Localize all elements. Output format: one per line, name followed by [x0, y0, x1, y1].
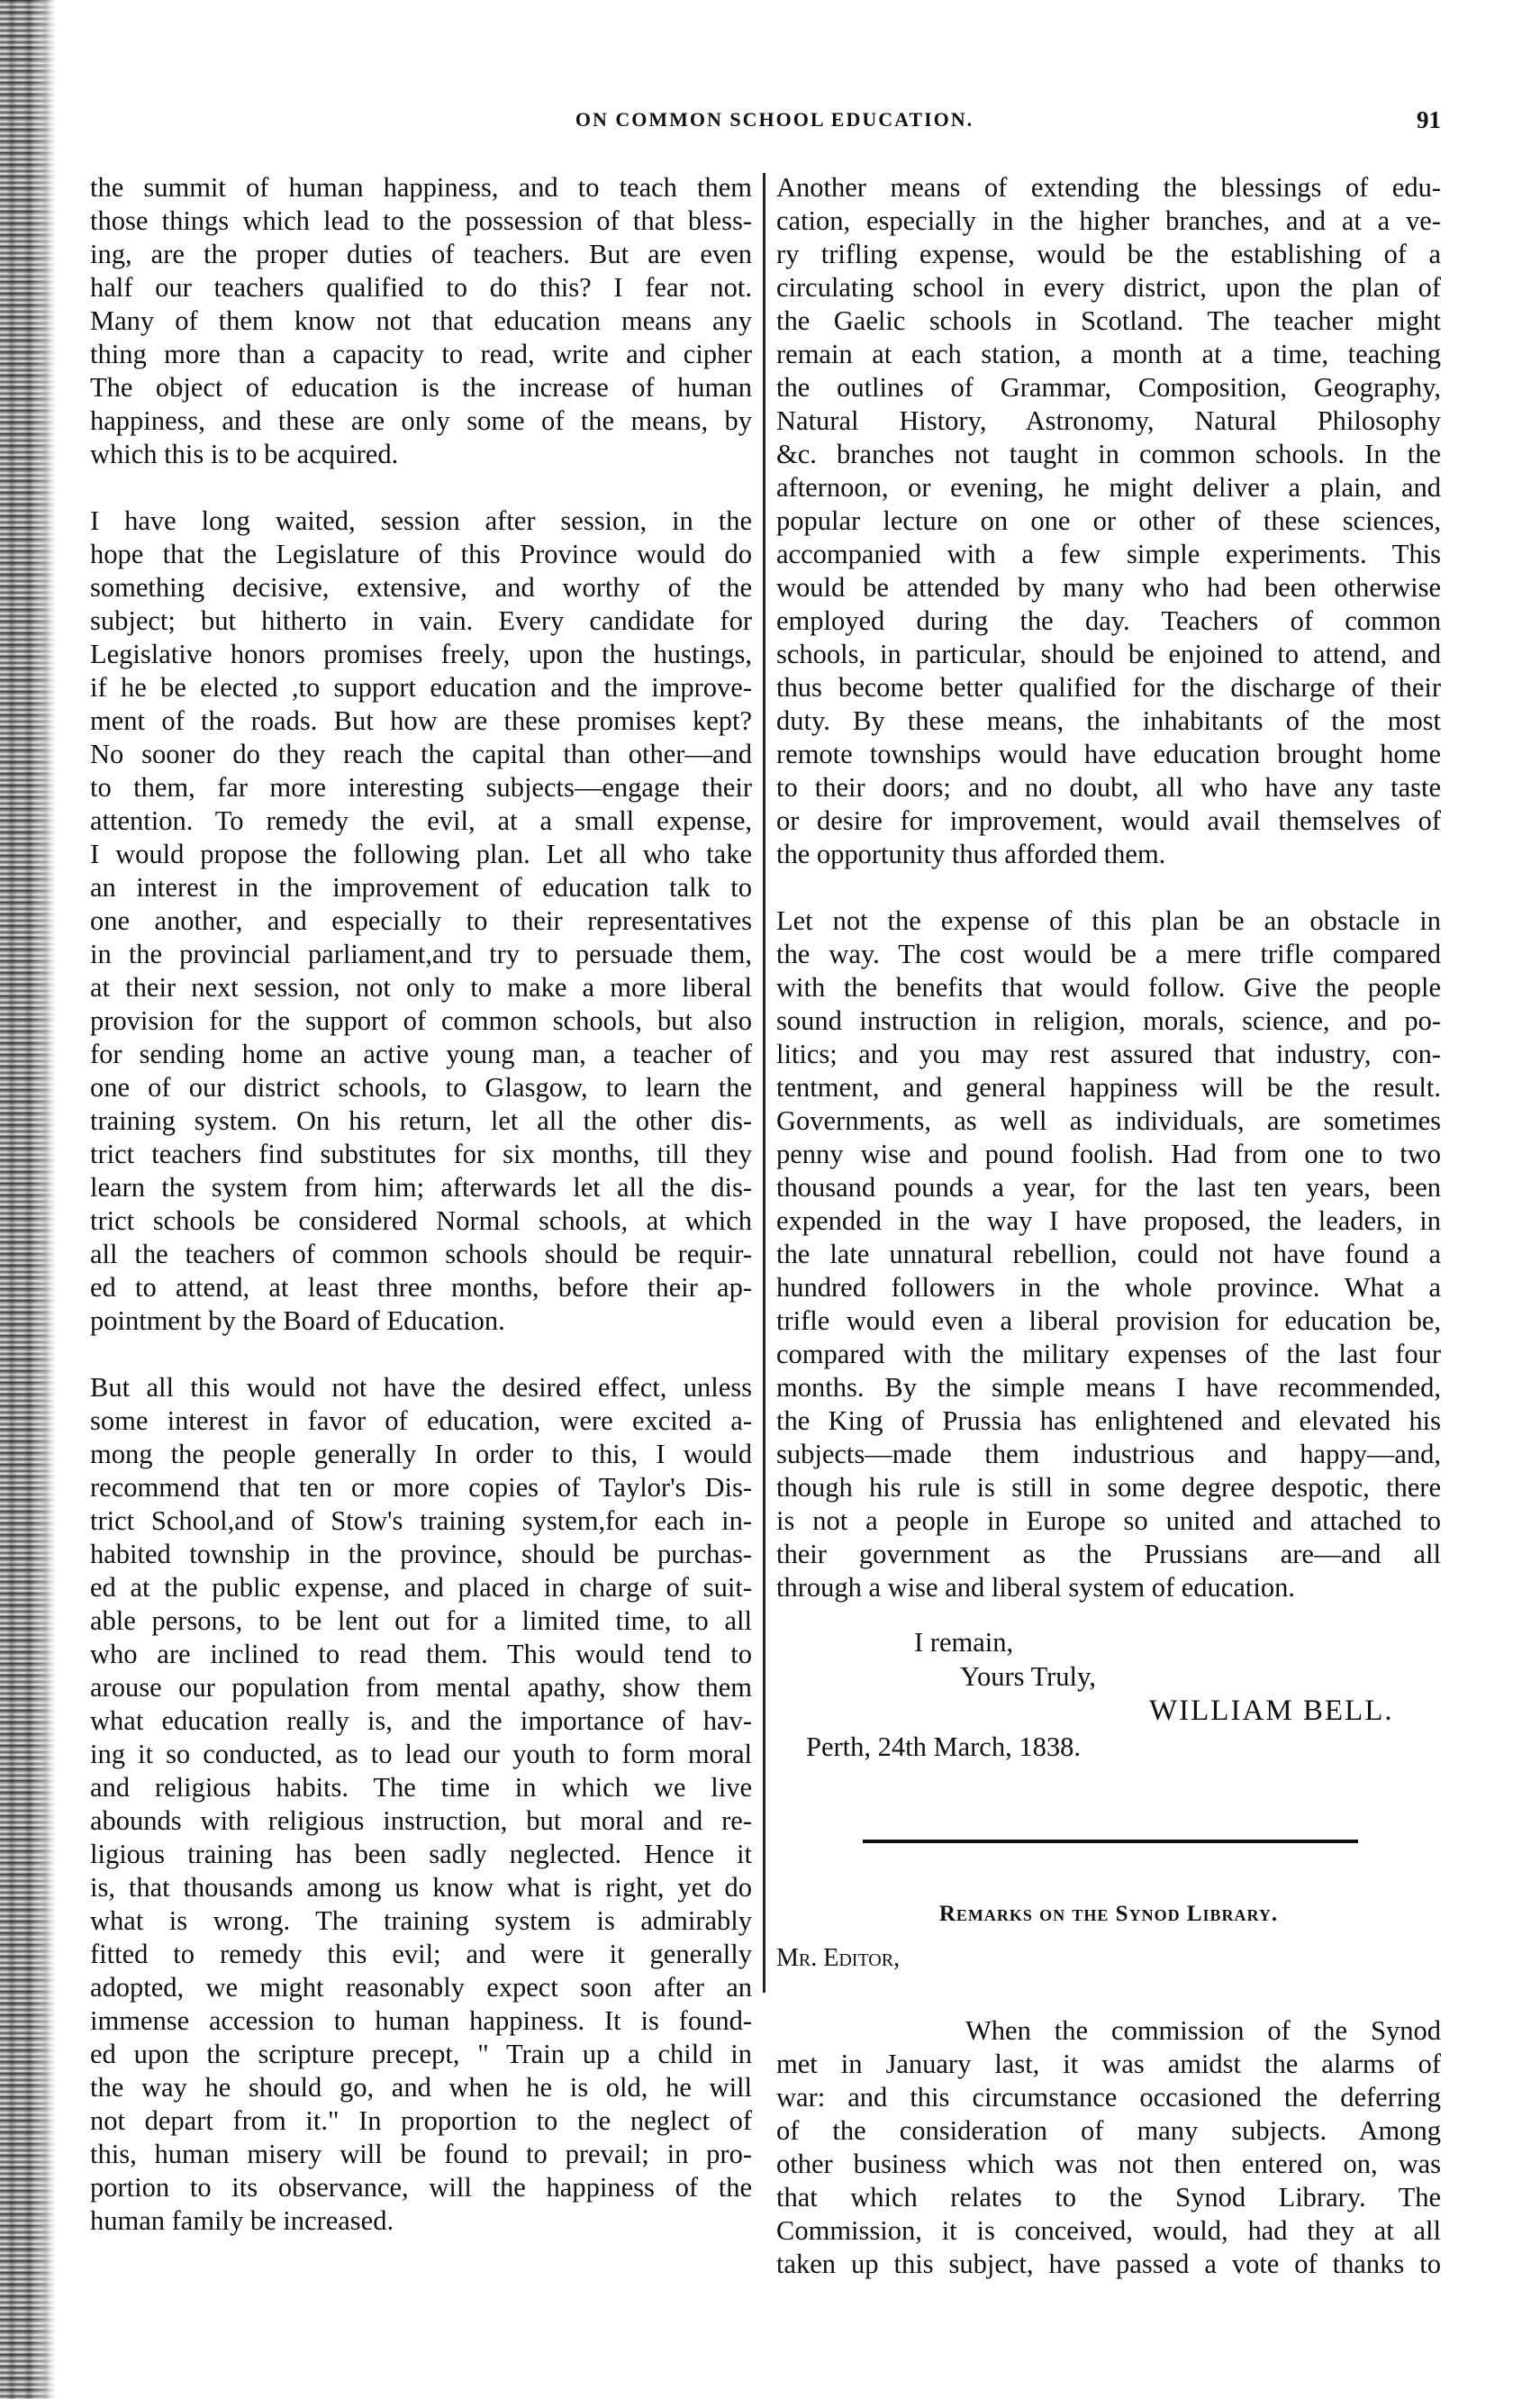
- text-line: able persons, to be lent out for a limited time, to all: [90, 1605, 752, 1636]
- text-line: their government as the Prussians are—and all: [776, 1539, 1441, 1569]
- text-line: provision for the support of common schools, but also: [90, 1005, 752, 1036]
- text-line: trict schools be considered Normal schools, at which: [90, 1205, 752, 1236]
- text-line: would be attended by many who had been otherwise: [776, 572, 1441, 603]
- text-line: ing it so conducted, as to lead our youth to form moral: [90, 1739, 752, 1769]
- text-line: not depart from it." In proportion to the neglect of: [90, 2105, 752, 2136]
- text-line: tentment, and general happiness will be the result.: [776, 1072, 1441, 1103]
- text-line: though his rule is still in some degree despotic, there: [776, 1472, 1441, 1503]
- text-line: human family be increased.: [90, 2205, 394, 2236]
- text-line: mong the people generally In order to this, I would: [90, 1439, 752, 1469]
- text-line: abounds with religious instruction, but moral and re-: [90, 1805, 752, 1836]
- text-line: ed upon the scripture precept, " Train up a child in: [90, 2039, 752, 2069]
- text-line: subject; but hitherto in vain. Every candidate for: [90, 605, 752, 636]
- right-column: [776, 171, 1441, 1604]
- text-line: what education really is, and the importance of hav-: [90, 1705, 752, 1736]
- text-line: The object of education is the increase of human: [90, 372, 752, 403]
- text-line: But all this would not have the desired effect, unless: [90, 1372, 752, 1403]
- text-line: hundred followers in the whole province. What a: [776, 1272, 1441, 1303]
- text-line: some interest in favor of education, were excited a-: [90, 1405, 752, 1436]
- text-line: recommend that ten or more copies of Taylor's Dis-: [90, 1472, 752, 1503]
- section-title: Remarks on the Synod Library.: [938, 1902, 1279, 1926]
- running-title: ON COMMON SCHOOL EDUCATION.: [575, 108, 974, 131]
- text-line: the Gaelic schools in Scotland. The teacher might: [776, 305, 1441, 336]
- text-line: arouse our population from mental apathy, show them: [90, 1672, 752, 1703]
- text-line: training system. On his return, let all the other dis-: [90, 1105, 752, 1136]
- text-line: all the teachers of common schools should be requir-: [90, 1239, 752, 1269]
- text-line: those things which lead to the possession of that bless-: [90, 205, 752, 236]
- text-line: ry trifling expense, would be the establishing of a: [776, 239, 1441, 269]
- text-line: ment of the roads. But how are these promises kept?: [90, 705, 752, 736]
- paragraph-gap: [776, 871, 1441, 904]
- text-line: to their doors; and no doubt, all who have any taste: [776, 772, 1441, 803]
- text-line: sound instruction in religion, morals, science, and po-: [776, 1005, 1441, 1036]
- text-line: ligious training has been sadly neglected. Hence it: [90, 1839, 752, 1869]
- text-line: attention. To remedy the evil, at a small expense,: [90, 805, 752, 836]
- remarks-line: other business which was not then entered on, was: [776, 2149, 1441, 2179]
- text-line: something decisive, extensive, and worthy of the: [90, 572, 752, 603]
- text-line: hope that the Legislature of this Province would do: [90, 539, 752, 569]
- text-line: litics; and you may rest assured that industry, con-: [776, 1039, 1441, 1069]
- text-line: Another means of extending the blessings of edu-: [776, 172, 1441, 203]
- left-column: [90, 171, 752, 2238]
- text-line: the way. The cost would be a mere trifle compared: [776, 939, 1441, 969]
- text-line: one of our district schools, to Glasgow, to learn the: [90, 1072, 752, 1103]
- text-line: remote townships would have education brought home: [776, 739, 1441, 769]
- closing-remain: I remain,: [914, 1627, 1014, 1658]
- text-line: employed during the day. Teachers of common: [776, 605, 1441, 636]
- text-line: the outlines of Grammar, Composition, Geography,: [776, 372, 1441, 403]
- text-line: duty. By these means, the inhabitants of the most: [776, 705, 1441, 736]
- text-line: I would propose the following plan. Let all who take: [90, 839, 752, 869]
- text-line: thing more than a capacity to read, write and cipher: [90, 339, 752, 369]
- text-line: immense accession to human happiness. It is found-: [90, 2005, 752, 2036]
- text-line: Many of them know not that education means any: [90, 305, 752, 336]
- text-line: ing, are the proper duties of teachers. But are even: [90, 239, 752, 269]
- text-line: is not a people in Europe so united and attached to: [776, 1505, 1441, 1536]
- text-line: afternoon, or evening, he might deliver a plain, and: [776, 472, 1441, 503]
- text-line: the summit of human happiness, and to teach them: [90, 172, 752, 203]
- text-line: subjects—made them industrious and happy—and,: [776, 1439, 1441, 1469]
- text-line: or desire for improvement, would avail themselves of: [776, 805, 1441, 836]
- book-spine-edge: [0, 0, 56, 2399]
- text-line: thousand pounds a year, for the last ten years, been: [776, 1172, 1441, 1203]
- text-line: through a wise and liberal system of education.: [776, 1572, 1295, 1603]
- remarks-line: When the commission of the Synod: [965, 2015, 1441, 2046]
- text-line: learn the system from him; afterwards let all the dis-: [90, 1172, 752, 1203]
- text-line: months. By the simple means I have recommended,: [776, 1372, 1441, 1403]
- remarks-line: Commission, it is conceived, would, had they at all: [776, 2215, 1441, 2246]
- text-line: popular lecture on one or other of these sciences,: [776, 505, 1441, 536]
- text-line: happiness, and these are only some of the means, by: [90, 405, 752, 436]
- text-line: the late unnatural rebellion, could not have found a: [776, 1239, 1441, 1269]
- text-line: remain at each station, a month at a time, teaching: [776, 339, 1441, 369]
- text-line: the opportunity thus afforded them.: [776, 839, 1166, 869]
- dateline: Perth, 24th March, 1838.: [806, 1731, 1081, 1762]
- text-line: accompanied with a few simple experiments. This: [776, 539, 1441, 569]
- text-line: compared with the military expenses of the last four: [776, 1339, 1441, 1369]
- remarks-line: that which relates to the Synod Library. The: [776, 2182, 1441, 2213]
- text-line: to them, far more interesting subjects—engage their: [90, 772, 752, 803]
- remarks-line: taken up this subject, have passed a vote of thanks to: [776, 2249, 1441, 2279]
- text-line: at their next session, not only to make a more liberal: [90, 972, 752, 1003]
- text-line: the King of Prussia has enlightened and elevated his: [776, 1405, 1441, 1436]
- text-line: portion to its observance, will the happiness of the: [90, 2172, 752, 2203]
- text-line: expended in the way I have proposed, the leaders, in: [776, 1205, 1441, 1236]
- salutation: Mr. Editor,: [776, 1944, 901, 1972]
- remarks-line: of the consideration of many subjects. Among: [776, 2115, 1441, 2146]
- signature: WILLIAM BELL.: [1149, 1695, 1394, 1727]
- text-line: the way he should go, and when he is old, he will: [90, 2072, 752, 2103]
- text-line: I have long waited, session after session, in the: [90, 505, 752, 536]
- paragraph-gap: [90, 471, 752, 504]
- text-line: fitted to remedy this evil; and were it generally: [90, 1939, 752, 1969]
- text-line: cation, especially in the higher branches, and at a ve-: [776, 205, 1441, 236]
- column-divider: [763, 173, 765, 1993]
- text-line: what is wrong. The training system is admirably: [90, 1905, 752, 1936]
- text-line: for sending home an active young man, a teacher of: [90, 1039, 752, 1069]
- text-line: Natural History, Astronomy, Natural Philosophy: [776, 405, 1441, 436]
- text-line: trict teachers find substitutes for six months, till they: [90, 1139, 752, 1169]
- text-line: schools, in particular, should be enjoined to attend, and: [776, 639, 1441, 669]
- section-divider: [863, 1840, 1358, 1843]
- text-line: ed at the public expense, and placed in charge of suit-: [90, 1572, 752, 1603]
- text-line: thus become better qualified for the discharge of their: [776, 672, 1441, 703]
- text-line: adopted, we might reasonably expect soon after an: [90, 1972, 752, 2003]
- text-line: and religious habits. The time in which we live: [90, 1772, 752, 1803]
- text-line: with the benefits that would follow. Give the people: [776, 972, 1441, 1003]
- remarks-line: war: and this circumstance occasioned the deferring: [776, 2082, 1441, 2113]
- text-line: half our teachers qualified to do this? I fear not.: [90, 272, 752, 303]
- text-line: an interest in the improvement of education talk to: [90, 872, 752, 903]
- remarks-line: met in January last, it was amidst the alarms of: [776, 2049, 1441, 2079]
- text-line: habited township in the province, should be purchas-: [90, 1539, 752, 1569]
- remarks-body: [776, 2014, 1441, 2281]
- text-line: &c. branches not taught in common schools. In the: [776, 439, 1441, 469]
- text-line: this, human misery will be found to prevail; in pro-: [90, 2139, 752, 2169]
- text-line: trifle would even a liberal provision for education be,: [776, 1305, 1441, 1336]
- text-line: trict School,and of Stow's training system,for each in-: [90, 1505, 752, 1536]
- page-number: 91: [1417, 106, 1441, 133]
- text-line: Let not the expense of this plan be an obstacle in: [776, 905, 1441, 936]
- closing-yours: Yours Truly,: [960, 1661, 1096, 1692]
- text-line: who are inclined to read them. This would tend to: [90, 1639, 752, 1669]
- text-line: is, that thousands among us know what is right, yet do: [90, 1872, 752, 1903]
- text-line: No sooner do they reach the capital than other—and: [90, 739, 752, 769]
- text-line: circulating school in every district, upon the plan of: [776, 272, 1441, 303]
- text-line: one another, and especially to their representatives: [90, 905, 752, 936]
- paragraph-gap: [90, 1338, 752, 1371]
- text-line: Legislative honors promises freely, upon the hustings,: [90, 639, 752, 669]
- text-line: pointment by the Board of Education.: [90, 1305, 505, 1336]
- text-line: penny wise and pound foolish. Had from one to two: [776, 1139, 1441, 1169]
- text-line: in the provincial parliament,and try to persuade them,: [90, 939, 752, 969]
- text-line: if he be elected ,to support education and the improve-: [90, 672, 752, 703]
- text-line: ed to attend, at least three months, before their ap-: [90, 1272, 752, 1303]
- text-line: which this is to be acquired.: [90, 439, 399, 469]
- text-line: Governments, as well as individuals, are sometimes: [776, 1105, 1441, 1136]
